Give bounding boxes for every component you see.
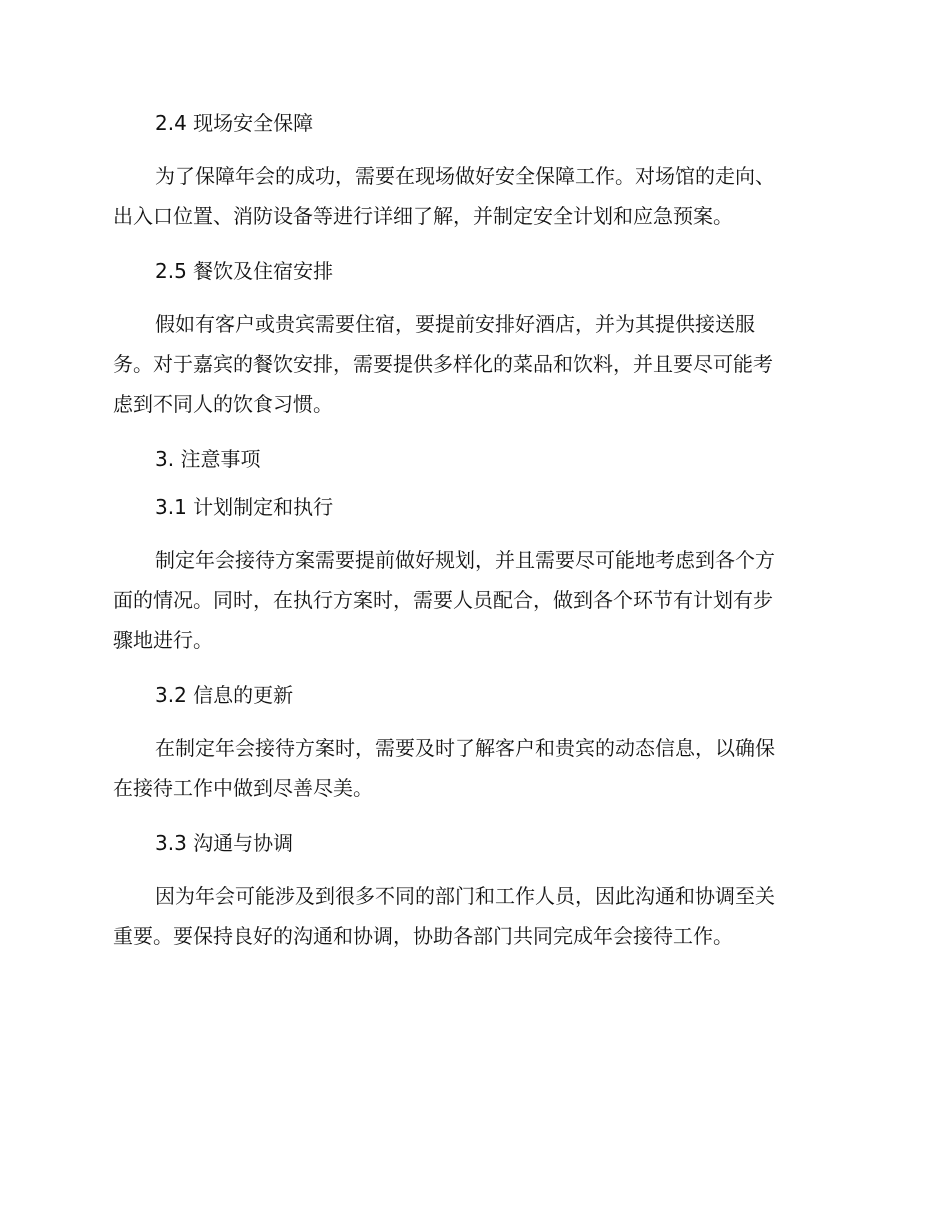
- section-paragraph: [113, 156, 830, 236]
- paragraph-line: 虑到不同人的饮食习惯。: [113, 392, 333, 416]
- section-3-3: [113, 828, 830, 956]
- section-heading: 2.4 现场安全保障: [155, 111, 314, 135]
- section-heading: 3.3 沟通与协调: [155, 831, 294, 855]
- section-heading: 3.1 计划制定和执行: [155, 495, 334, 519]
- section-3: [113, 444, 830, 474]
- paragraph-line: 面的情况。同时，在执行方案时，需要人员配合，做到各个环节有计划有步: [113, 588, 773, 612]
- section-heading: 2.5 餐饮及住宿安排: [155, 259, 334, 283]
- section-heading: 3.2 信息的更新: [155, 683, 294, 707]
- section-paragraph: [113, 728, 830, 808]
- paragraph-line: 骤地进行。: [113, 628, 213, 652]
- section-2-4: [113, 108, 830, 236]
- paragraph-line: 出入口位置、消防设备等进行详细了解，并制定安全计划和应急预案。: [113, 204, 733, 228]
- paragraph-line: 制定年会接待方案需要提前做好规划，并且需要尽可能地考虑到各个方: [155, 548, 775, 572]
- paragraph-line: 重要。要保持良好的沟通和协调，协助各部门共同完成年会接待工作。: [113, 924, 733, 948]
- paragraph-line: 在制定年会接待方案时，需要及时了解客户和贵宾的动态信息，以确保: [155, 736, 775, 760]
- section-3-2: [113, 680, 830, 808]
- paragraph-line: 因为年会可能涉及到很多不同的部门和工作人员，因此沟通和协调至关: [155, 884, 775, 908]
- section-2-5: [113, 256, 830, 424]
- paragraph-line: 假如有客户或贵宾需要住宿，要提前安排好酒店，并为其提供接送服: [155, 312, 755, 336]
- paragraph-line: 为了保障年会的成功，需要在现场做好安全保障工作。对场馆的走向、: [155, 164, 775, 188]
- section-3-1: [113, 492, 830, 660]
- section-paragraph: [113, 876, 830, 956]
- section-paragraph: [113, 304, 830, 424]
- section-paragraph: [113, 540, 830, 660]
- paragraph-line: 务。对于嘉宾的餐饮安排，需要提供多样化的菜品和饮料，并且要尽可能考: [113, 352, 773, 376]
- paragraph-line: 在接待工作中做到尽善尽美。: [113, 776, 373, 800]
- section-heading: 3. 注意事项: [155, 447, 261, 471]
